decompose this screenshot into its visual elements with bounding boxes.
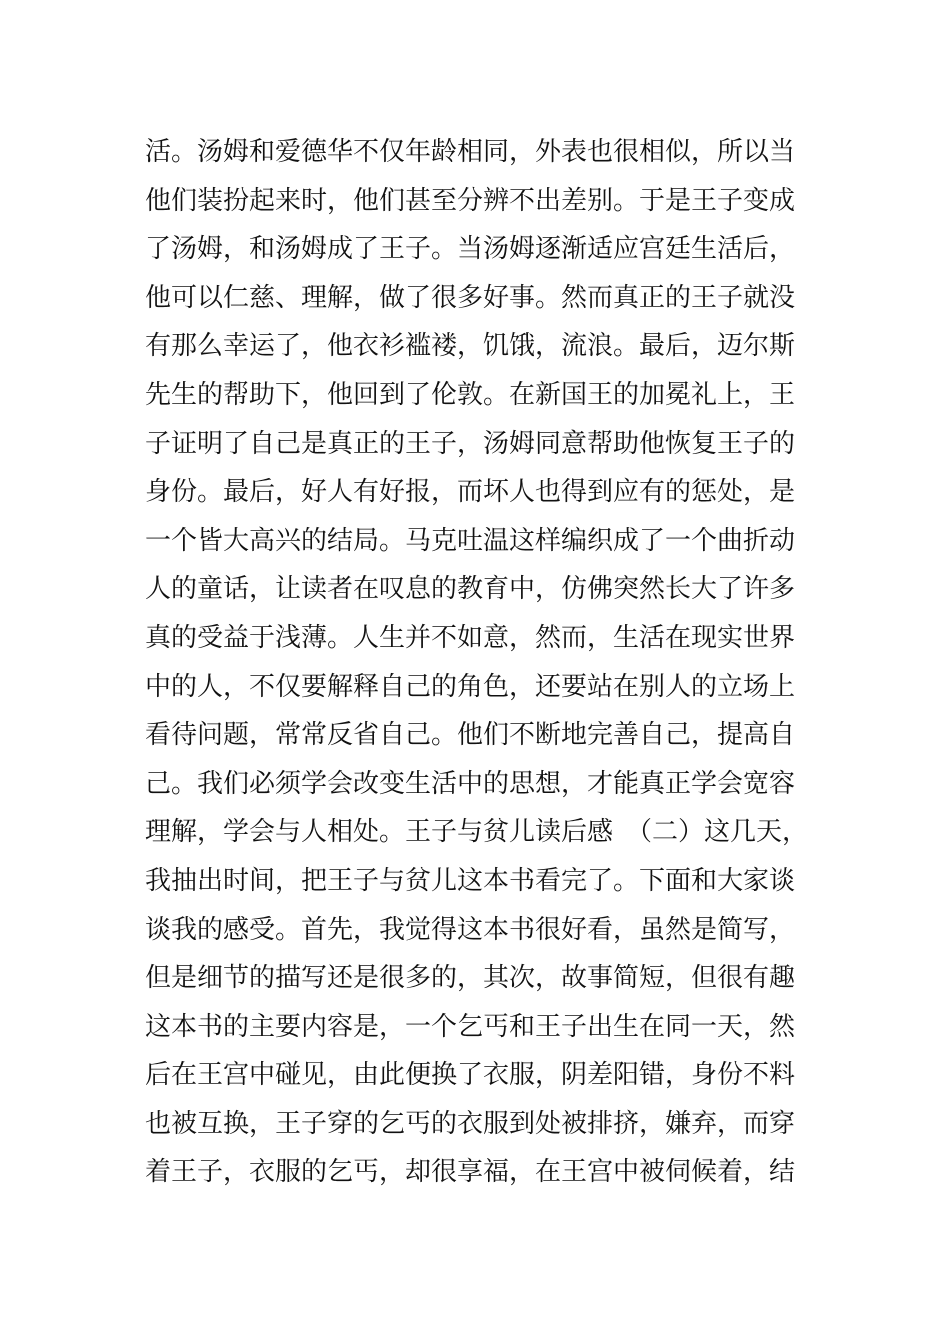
text-line: 他可以仁慈、理解，做了很多好事。然而真正的王子就没 [145,282,796,313]
text-line: 身份。最后，好人有好报，而坏人也得到应有的惩处，是 [145,477,796,508]
text-line: 了汤姆，和汤姆成了王子。当汤姆逐渐适应宫廷生活后， [145,234,796,265]
text-line: 看待问题，常常反省自己。他们不断地完善自己，提高自 [145,720,796,751]
text-line: 子证明了自己是真正的王子，汤姆同意帮助他恢复王子的 [145,428,796,459]
text-line: 一个皆大高兴的结局。马克吐温这样编织成了一个曲折动 [145,525,796,556]
text-line: 也被互换，王子穿的乞丐的衣服到处被排挤，嫌弃，而穿 [145,1108,796,1139]
text-line: 先生的帮助下，他回到了伦敦。在新国王的加冕礼上，王 [145,379,796,410]
body-text [145,128,845,1197]
text-line: 但是细节的描写还是很多的，其次，故事简短，但很有趣 [145,963,796,994]
text-line: 真的受益于浅薄。人生并不如意，然而，生活在现实世界 [145,622,796,653]
text-line: 己。我们必须学会改变生活中的思想，才能真正学会宽容 [145,768,796,799]
text-line: 谈我的感受。首先，我觉得这本书很好看，虽然是简写， [145,914,796,945]
text-line: 理解，学会与人相处。王子与贫儿读后感 （二）这几天， [145,817,809,848]
text-line: 中的人，不仅要解释自己的角色，还要站在别人的立场上 [145,671,796,702]
text-line: 人的童话，让读者在叹息的教育中，仿佛突然长大了许多 [145,574,796,605]
text-line: 着王子，衣服的乞丐，却很享福，在王宫中被伺候着，结 [145,1157,796,1188]
text-line: 我抽出时间，把王子与贫儿这本书看完了。下面和大家谈 [145,865,796,896]
text-line: 活。汤姆和爱德华不仅年龄相同，外表也很相似，所以当 [145,137,796,167]
text-line: 他们装扮起来时，他们甚至分辨不出差别。于是王子变成 [145,185,796,216]
text-line: 有那么幸运了，他衣衫褴褛，饥饿，流浪。最后，迈尔斯 [145,331,796,362]
text-line: 后在王宫中碰见，由此便换了衣服，阴差阳错，身份不料 [145,1060,796,1091]
text-line: 这本书的主要内容是，一个乞丐和王子出生在同一天，然 [145,1011,796,1042]
